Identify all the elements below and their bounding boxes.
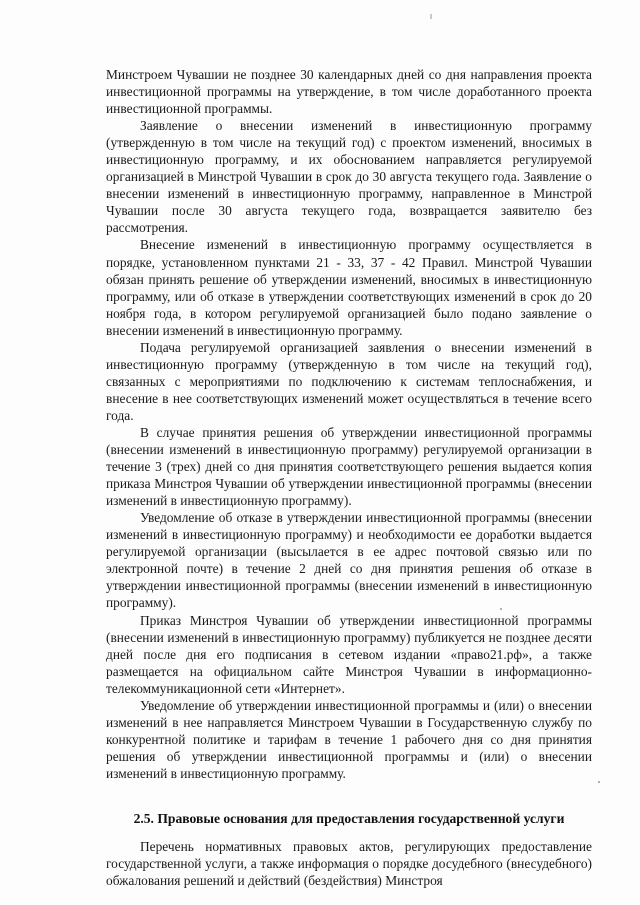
scan-artifact (430, 14, 432, 19)
paragraph-legal-acts: Перечень нормативных правовых актов, регулирующих предоставление государственной услуги, а также информация о порядке досудебного (внесудебного) обжалования решений и действий (бездействия) Минстроя (106, 839, 592, 889)
paragraph-service-notification: Уведомление об утверждении инвестиционной программы и (или) о внесении изменений в нее направляется Минстроем Чувашии в Государственную службу по конкурентной политике и тарифам в течение 1 рабочего дня со дня принятия решения об утверждении инвестиционной программы и (или) о внесении изменений в инвестиционную программу. (106, 697, 592, 781)
section-heading: 2.5. Правовые основания для предоставления государственной услуги (133, 811, 565, 826)
scan-speck (500, 608, 502, 610)
paragraph-continuation: Минстроем Чувашии не позднее 30 календарных дней со дня направления проекта инвестиционной программы на утверждение, в том числе доработанного проекта инвестиционной программы. (106, 67, 592, 117)
paragraph-order-copy: В случае принятия решения об утверждении инвестиционной программы (внесении изменений в инвестиционную программу) регулируемой организации в течение 3 (трех) дней со дня принятия соответствующего решения выдается копия приказа Минстроя Чувашии об утверждении инвестиционной программы (внесении изменений в инвестиционную программу). (106, 424, 592, 509)
paragraph-heat-supply-connection: Подача регулируемой организацией заявления о внесении изменений в инвестиционную программу (утвержденную в том числе на текущий год), связанных с мероприятиями по подключению к системам теплоснабжения, и внесение в нее соответствующих изменений может осуществляться в течение всего года. (106, 339, 592, 423)
tail-text (106, 838, 592, 889)
scan-speck (598, 781, 600, 783)
paragraph-refusal-notice: Уведомление об отказе в утверждении инвестиционной программы (внесении изменений в инвестиционную программу) и необходимости ее доработки выдается регулируемой организации (высылается в ее адрес почтовой связью или по электронной почте) в течение 2 дней со дня принятия решения об отказе в утверждении инвестиционной программы (внесении изменений в инвестиционную программу). (106, 510, 592, 611)
paragraph-amendment-application: Заявление о внесении изменений в инвестиционную программу (утвержденную в том числе на текущий год) с проектом изменений, вносимых в инвестиционную программу, и их обоснованием направляется регулируемой организацией в Минстрой Чувашии в срок до 30 августа текущего года. Заявление о внесении изменений в инвестиционную программу, направленное в Минстрой Чувашии после 30 августа текущего года, возвращается заявителю без рассмотрения. (106, 118, 592, 236)
paragraph-order-publication: Приказ Минстроя Чувашии об утверждении инвестиционной программы (внесении изменений в инвестиционную программу) публикуется не позднее десяти дней после дня его подписания в сетевом издании «право21.рф», а также размещается на официальном сайте Минстроя Чувашии в информационно-телекоммуникационной сети «Интернет». (106, 612, 592, 696)
paragraph-amendment-procedure: Внесение изменений в инвестиционную программу осуществляется в порядке, установленном пунктами 21 - 33, 37 - 42 Правил. Минстрой Чувашии обязан принять решение об утверждении изменений, вносимых в инвестиционную программу, или об отказе в утверждении соответствующих изменений в срок до 20 ноября года, в котором регулируемой организацией было подано заявление о внесении изменений в инвестиционную программу. (106, 237, 592, 338)
body-text (106, 66, 592, 782)
